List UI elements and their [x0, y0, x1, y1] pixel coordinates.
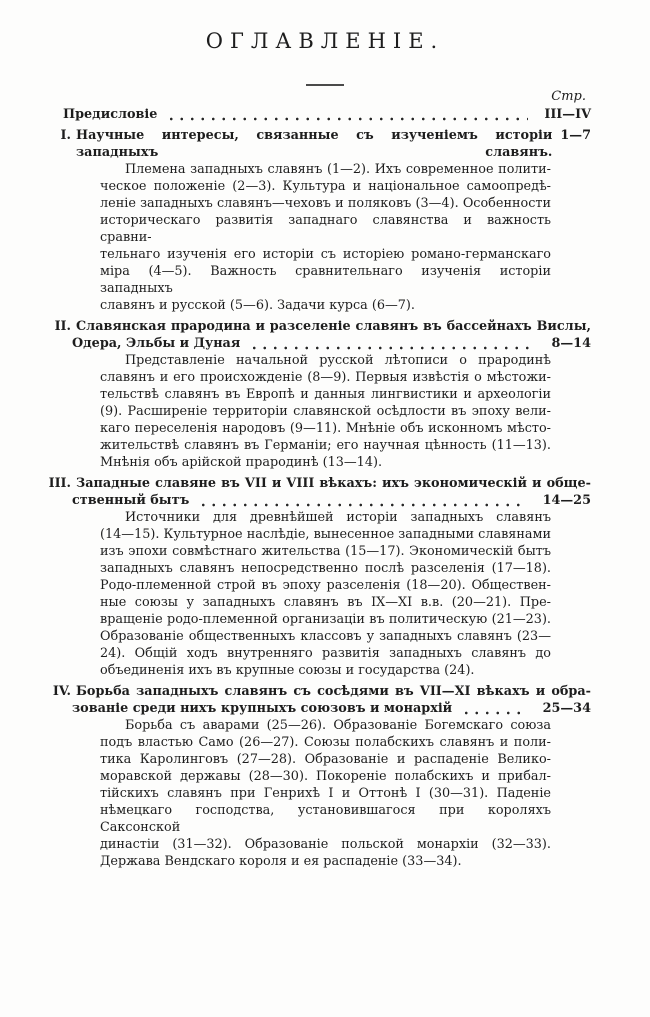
summary-line: моравской державы (28—30). Покореніе полабскихъ и прибал-	[100, 769, 551, 784]
summary-line: (9). Расширеніе территоріи славянской осѣдлости въ эпоху вели-	[100, 404, 551, 419]
dot-leader	[198, 496, 526, 507]
toc-section-3	[43, 475, 591, 679]
section-numeral: III.	[48, 476, 71, 491]
section-heading-row	[43, 318, 591, 335]
summary-line: жительствѣ славянъ въ Германіи; его научная цѣнность (11—13).	[100, 438, 551, 453]
section-heading-line: Славянская прародина и разселеніе славянъ въ бассейнахъ Вислы,	[76, 319, 591, 334]
summary-line: Борьба съ аварами (25—26). Образованіе Богемскаго союза	[125, 718, 551, 733]
summary-line: леніе западныхъ славянъ—чеховъ и поляковъ (3—4). Особенности	[100, 196, 551, 211]
section-page-range: 1—7	[560, 128, 591, 143]
summary-line: нѣмецкаго господства, установившагося при короляхъ Саксонской	[100, 803, 551, 835]
section-heading-row-2	[72, 335, 591, 352]
summary-line: вращеніе родо-племенной организаціи въ политическую (21—23).	[100, 612, 551, 627]
summary-line: Образованіе общественныхъ классовъ у западныхъ славянъ (23—	[100, 629, 551, 644]
section-summary	[100, 717, 551, 870]
summary-line: объединенія ихъ въ крупные союзы и государства (24).	[100, 663, 475, 678]
summary-line: тійскихъ славянъ при Генрихѣ I и Оттонѣ I (30—31). Паденіе	[100, 786, 551, 801]
section-numeral: I.	[60, 128, 71, 143]
section-heading-row-2	[72, 700, 591, 717]
section-numeral: II.	[54, 319, 71, 334]
summary-line: славянъ и русской (5—6). Задачи курса (6—7).	[100, 298, 415, 313]
toc-section-4	[43, 683, 591, 870]
toc-section-1	[43, 127, 591, 314]
section-page-range: 14—25	[542, 493, 591, 508]
dot-leader	[461, 704, 526, 715]
section-heading-line: Одера, Эльбы и Дуная	[72, 336, 241, 351]
dot-leader	[249, 339, 535, 350]
section-heading-row-2	[72, 492, 591, 509]
summary-line: каго переселенія народовъ (9—11). Мнѣніе объ исконномъ мѣсто-	[100, 421, 551, 436]
section-page-range: 25—34	[542, 701, 591, 716]
section-heading-row	[43, 127, 591, 161]
section-summary	[100, 352, 551, 471]
section-heading-line: Западные славяне въ VII и VIII вѣкахъ: ихъ экономическій и обще-	[76, 476, 591, 491]
page-title: ОГЛАВЛЕНІЕ.	[205, 29, 445, 53]
summary-line: историческаго развитія западнаго славянства и важность сравни-	[100, 213, 551, 245]
section-numeral: IV.	[52, 684, 71, 699]
section-page-range: 8—14	[551, 336, 591, 351]
toc-entries	[43, 106, 591, 870]
preface-label: Предисловіе	[63, 107, 158, 122]
summary-line: династіи (31—32). Образованіе польской монархіи (32—33).	[100, 837, 551, 852]
summary-line: Представленіе начальной русской лѣтописи о прародинѣ	[125, 353, 551, 368]
summary-line: ческое положеніе (2—3). Культура и національное самоопредѣ-	[100, 179, 551, 194]
section-heading-line: ственный бытъ	[72, 493, 190, 508]
summary-line: славянъ и его происхожденіе (8—9). Первыя извѣстія о мѣстожи-	[100, 370, 551, 385]
section-heading-line: зованіе среди нихъ крупныхъ союзовъ и монархій	[72, 701, 453, 716]
section-heading-line: Научные интересы, связанные съ изученіемъ исторіи западныхъ славянъ.	[76, 128, 553, 160]
summary-line: 24). Общій ходъ внутренняго развитія западныхъ славянъ до	[100, 646, 551, 661]
summary-line: тельствѣ славянъ въ Европѣ и данныя лингвистики и археологіи	[100, 387, 551, 402]
toc-section-2	[43, 318, 591, 471]
summary-line: міра (4—5). Важность сравнительнаго изученія исторіи западныхъ	[100, 264, 551, 296]
summary-line: западныхъ славянъ непосредственно послѣ разселенія (17—18).	[100, 561, 551, 576]
title-divider	[306, 84, 344, 86]
section-heading-line: Борьба западныхъ славянъ съ сосѣдями въ VII—XI вѣкахъ и обра-	[76, 684, 591, 699]
summary-line: Источники для древнѣйшей исторіи западныхъ славянъ	[125, 510, 551, 525]
summary-line: ные союзы у западныхъ славянъ въ IX—XI в.в. (20—21). Пре-	[100, 595, 551, 610]
summary-line: Племена западныхъ славянъ (1—2). Ихъ современное полити-	[125, 162, 551, 177]
summary-line: (14—15). Культурное наслѣдіе, вынесенное западными славянами	[100, 527, 551, 542]
summary-line: Держава Вендскаго короля и ея распаденіе (33—34).	[100, 854, 462, 869]
summary-line: изъ эпохи совмѣстнаго жительства (15—17). Экономическій бытъ	[100, 544, 551, 559]
section-heading-row	[43, 683, 591, 700]
preface-page-range: III—IV	[544, 107, 591, 122]
pages-column-header: Стр.	[551, 89, 586, 104]
section-heading-row	[43, 475, 591, 492]
section-summary	[100, 161, 551, 314]
summary-line: тельнаго изученія его исторіи съ исторіею романо-германскаго	[100, 247, 551, 262]
section-summary	[100, 509, 551, 679]
summary-line: Мнѣнія объ арійской прародинѣ (13—14).	[100, 455, 383, 470]
summary-line: подъ властью Само (26—27). Союзы полабскихъ славянъ и поли-	[100, 735, 551, 750]
summary-line: Родо-племенной строй въ эпоху разселенія (18—20). Обществен-	[100, 578, 551, 593]
dot-leader	[166, 110, 528, 121]
summary-line: тика Каролинговъ (27—28). Образованіе и распаденіе Велико-	[100, 752, 551, 767]
toc-entry-preface	[43, 106, 591, 123]
